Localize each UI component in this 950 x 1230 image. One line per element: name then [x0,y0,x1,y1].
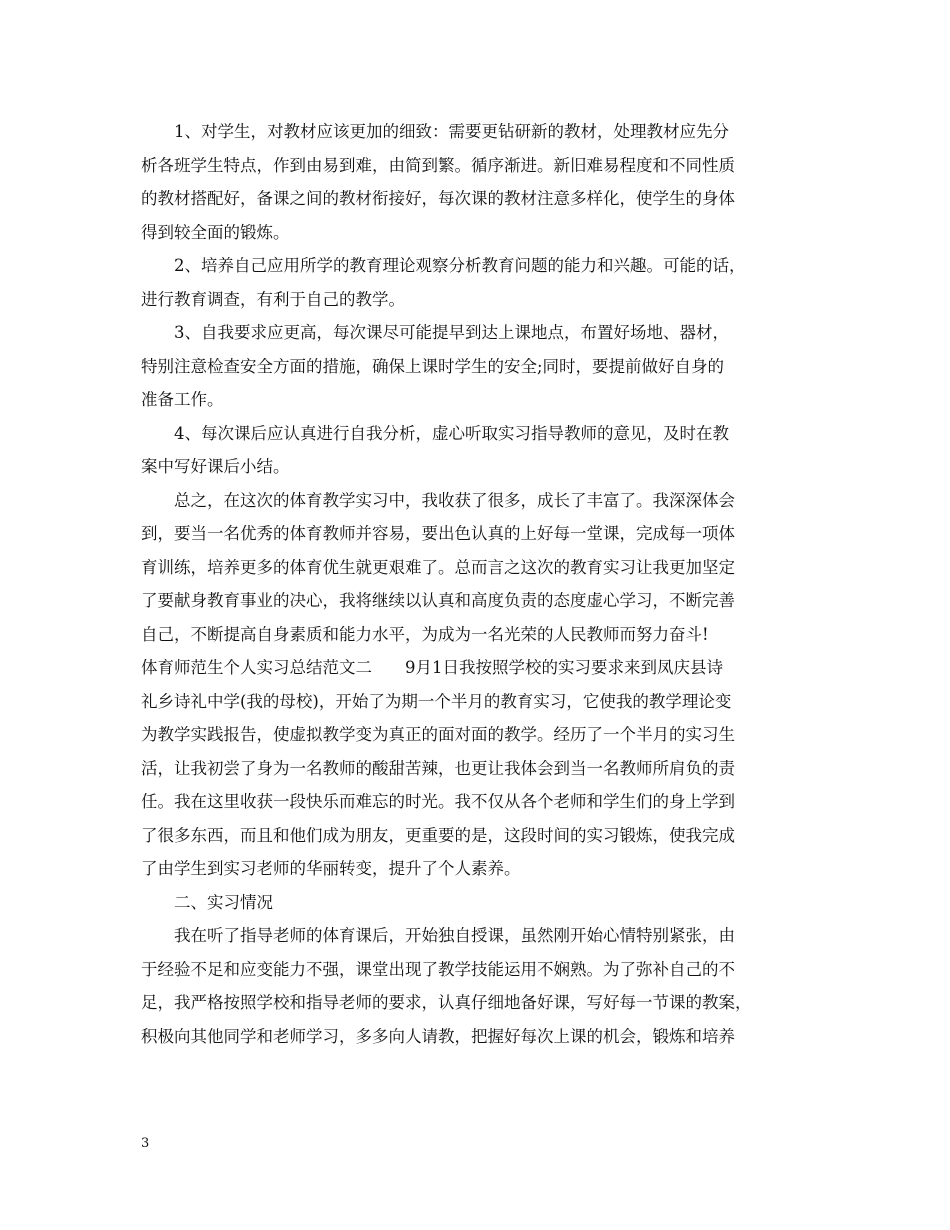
text-line: 1、对学生，对教材应该更加的细致：需要更钻研新的教材，处理教材应先分 [174,122,729,141]
page-number: 3 [141,1136,150,1151]
text-line: 总之，在这次的体育教学实习中，我收获了很多，成长了丰富了。我深深体会 [174,490,735,510]
text-line: 体育师范生个人实习总结范文二 9月1日我按照学校的实习要求来到凤庆县诗 [141,658,723,677]
text-line: 活，让我初尝了身为一名教师的酸甜苦辣，也更让我体会到当一名教师所肩负的责 [141,758,735,778]
text-line: 二、实习情况 [174,892,273,912]
text-line: 我在听了指导老师的体育课后，开始独自授课，虽然刚开始心情特别紧张，由 [174,926,735,945]
text-line: 育训练，培养更多的体育优生就更艰难了。总而言之这次的教育实习让我更加坚定 [141,557,735,577]
text-line: 于经验不足和应变能力不强，课堂出现了教学技能运用不娴熟。为了弥补自己的不 [141,959,735,979]
text-line: 进行教育调查，有利于自己的教学。 [141,289,405,309]
text-line: 了要献身教育事业的决心，我将继续以认真和高度负责的态度虚心学习，不断完善 [141,591,735,610]
text-line: 礼乡诗礼中学(我的母校)，开始了为期一个半月的教育实习，它使我的教学理论变 [141,691,732,711]
text-line: 4、每次课后应认真进行自我分析，虚心听取实习指导教师的意见，及时在教 [174,423,729,443]
text-line: 到，要当一名优秀的体育教师并容易，要出色认真的上好每一堂课，完成每一项体 [141,524,735,543]
text-line: 足，我严格按照学校和指导老师的要求，认真仔细地备好课，写好每一节课的教案， [141,993,752,1012]
text-line: 案中写好课后小结。 [141,457,290,476]
text-line: 2、培养自己应用所学的教育理论观察分析教育问题的能力和兴趣。可能的话， [174,256,746,275]
text-line: 3、自我要求应更高，每次课尽可能提早到达上课地点，布置好场地、器材， [174,323,729,342]
text-line: 的教材搭配好，备课之间的教材衔接好，每次课的教材注意多样化，使学生的身体 [141,189,735,208]
text-line: 了由学生到实习老师的华丽转变，提升了个人素养。 [141,859,521,878]
body-text [141,115,813,1053]
text-line: 析各班学生特点，作到由易到难，由简到繁。循序渐进。新旧难易程度和不同性质 [141,155,735,175]
text-line: 准备工作。 [141,390,224,409]
text-line: 积极向其他同学和老师学习，多多向人请教，把握好每次上课的机会，锻炼和培养 [141,1026,735,1046]
text-line: 自己，不断提高自身素质和能力水平，为成为一名光荣的人民教师而努力奋斗! [141,624,709,644]
text-line: 为教学实践报告，使虚拟教学变为真正的面对面的教学。经历了一个半月的实习生 [141,725,735,744]
text-line: 特别注意检查安全方面的措施，确保上课时学生的安全;同时，要提前做好自身的 [141,356,725,376]
text-line: 任。我在这里收获一段快乐而难忘的时光。我不仅从各个老师和学生们的身上学到 [141,792,735,811]
text-line: 得到较全面的锻炼。 [141,222,290,242]
text-line: 了很多东西，而且和他们成为朋友，更重要的是，这段时间的实习锻炼，使我完成 [141,825,735,845]
